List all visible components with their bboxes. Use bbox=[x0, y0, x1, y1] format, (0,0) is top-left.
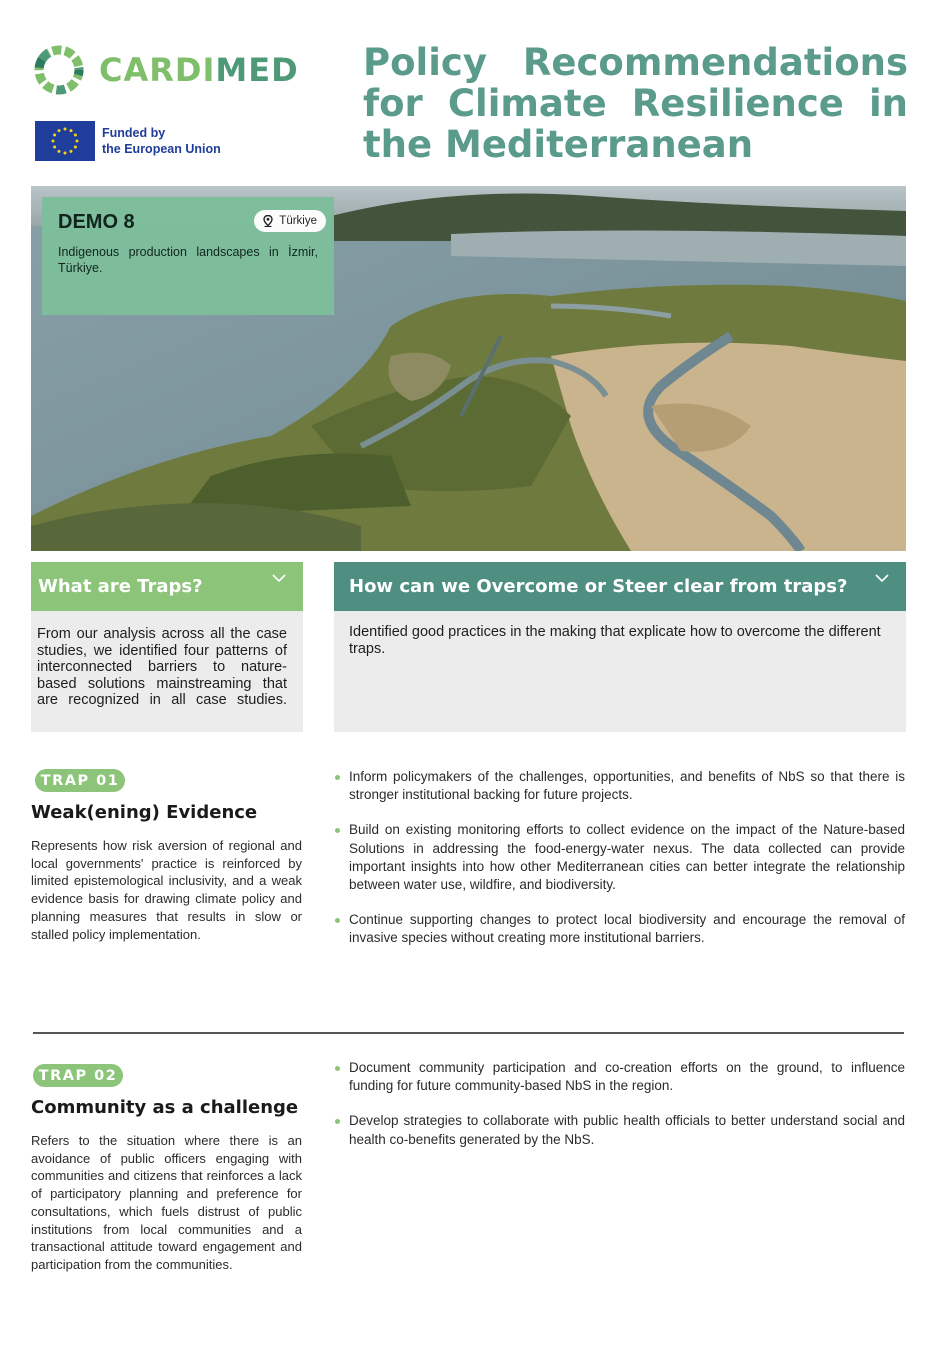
bullet-icon bbox=[335, 918, 340, 923]
trap-01-recommendations bbox=[334, 768, 905, 948]
demo-info-card bbox=[42, 197, 334, 315]
bullet-icon bbox=[335, 1119, 340, 1124]
eu-star-icon bbox=[70, 150, 73, 153]
recommendation-item bbox=[334, 768, 905, 804]
eu-star-icon bbox=[64, 128, 67, 131]
recommendation-text: Document community participation and co-creation efforts on the ground, to influence funding for future community-based NbS in the region. bbox=[349, 1060, 905, 1094]
recommendation-item bbox=[334, 1059, 905, 1095]
bullet-icon bbox=[335, 828, 340, 833]
eu-star-icon bbox=[64, 152, 67, 155]
funding-text bbox=[102, 125, 221, 157]
eu-flag-icon bbox=[35, 121, 95, 161]
eu-star-icon bbox=[52, 140, 55, 143]
eu-star-icon bbox=[74, 134, 77, 137]
hero-aerial-photo bbox=[31, 186, 906, 551]
funding-line-2: the European Union bbox=[102, 142, 221, 156]
funding-line-1: Funded by bbox=[102, 126, 166, 140]
eu-star-icon bbox=[74, 146, 77, 149]
bullet-icon bbox=[335, 1066, 340, 1071]
document-title: Policy Recommendations for Climate Resilience in the Mediterranean bbox=[363, 41, 908, 166]
recommendation-item bbox=[334, 821, 905, 894]
eu-funding-badge bbox=[35, 121, 221, 161]
trap-02-badge: TRAP 02 bbox=[33, 1064, 123, 1087]
recommendation-item bbox=[334, 911, 905, 947]
demo-title: DEMO 8 bbox=[58, 211, 135, 233]
trap-01-badge: TRAP 01 bbox=[35, 769, 125, 792]
logo-wordmark-b: MED bbox=[215, 51, 299, 89]
section-divider bbox=[33, 1032, 904, 1034]
cardimed-logo-icon bbox=[33, 44, 85, 96]
trap-02-title: Community as a challenge bbox=[31, 1097, 299, 1118]
demo-description: Indigenous production landscapes in İzmir, Türkiye. bbox=[58, 245, 318, 275]
what-are-traps-header[interactable] bbox=[31, 562, 303, 611]
trap-02-recommendations bbox=[334, 1059, 905, 1149]
overcome-traps-heading: How can we Overcome or Steer clear from traps? bbox=[349, 576, 848, 597]
eu-star-icon bbox=[58, 129, 61, 132]
location-pin-icon bbox=[263, 215, 273, 227]
recommendation-text: Continue supporting changes to protect local biodiversity and encourage the removal of invasive species without creating more institutional barriers. bbox=[349, 912, 905, 946]
eu-star-icon bbox=[53, 146, 56, 149]
eu-star-icon bbox=[58, 150, 61, 153]
cardimed-logo bbox=[33, 40, 303, 100]
what-are-traps-text: From our analysis across all the case studies, we identified four patterns of interconnected barriers to nature-based solutions mainstreaming that are recognized in all case studies. bbox=[37, 626, 287, 708]
logo-wordmark bbox=[99, 51, 299, 89]
eu-star-icon bbox=[70, 129, 73, 132]
trap-01-title: Weak(ening) Evidence bbox=[31, 802, 258, 823]
chevron-down-icon[interactable] bbox=[875, 573, 889, 583]
bullet-icon bbox=[335, 775, 340, 780]
recommendation-text: Build on existing monitoring efforts to collect evidence on the impact of the Nature-based Solutions in addressing the food-energy-water nexus. The data collected can provide important insights into how other Mediterranean cities can better integrate the relationship between water use, wildfire, and biodiversity. bbox=[349, 822, 905, 893]
trap-01-description: Represents how risk aversion of regional and local governments' practice is reinforced by limited epistemological inclusivity, and a weak evidence basis for drawing climate policy and planning measures that results in slow or stalled policy implementation. bbox=[31, 838, 302, 942]
location-badge bbox=[254, 210, 326, 232]
eu-star-icon bbox=[76, 140, 79, 143]
trap-02-description: Refers to the situation where there is an avoidance of public officers engaging with communities and citizens that reinforces a lack of participatory planning and preference for consultations, which fuels distrust of public institutions from local communities and a transactional attitude toward engagement and participation from the communities. bbox=[31, 1133, 302, 1272]
overcome-traps-text: Identified good practices in the making that explicate how to overcome the different traps. bbox=[349, 624, 881, 657]
what-are-traps-body bbox=[31, 611, 303, 732]
location-label: Türkiye bbox=[279, 215, 317, 227]
overcome-traps-header[interactable] bbox=[334, 562, 906, 611]
logo-wordmark-a: CARDI bbox=[99, 51, 216, 89]
chevron-down-icon[interactable] bbox=[272, 573, 286, 583]
what-are-traps-heading: What are Traps? bbox=[38, 576, 203, 597]
recommendation-text: Inform policymakers of the challenges, opportunities, and benefits of NbS so that there is stronger institutional backing for future projects. bbox=[349, 769, 905, 803]
eu-star-icon bbox=[53, 134, 56, 137]
recommendation-item bbox=[334, 1112, 905, 1148]
recommendation-text: Develop strategies to collaborate with public health officials to better understand social and health co-benefits generated by the NbS. bbox=[349, 1113, 905, 1147]
overcome-traps-body bbox=[334, 611, 906, 732]
